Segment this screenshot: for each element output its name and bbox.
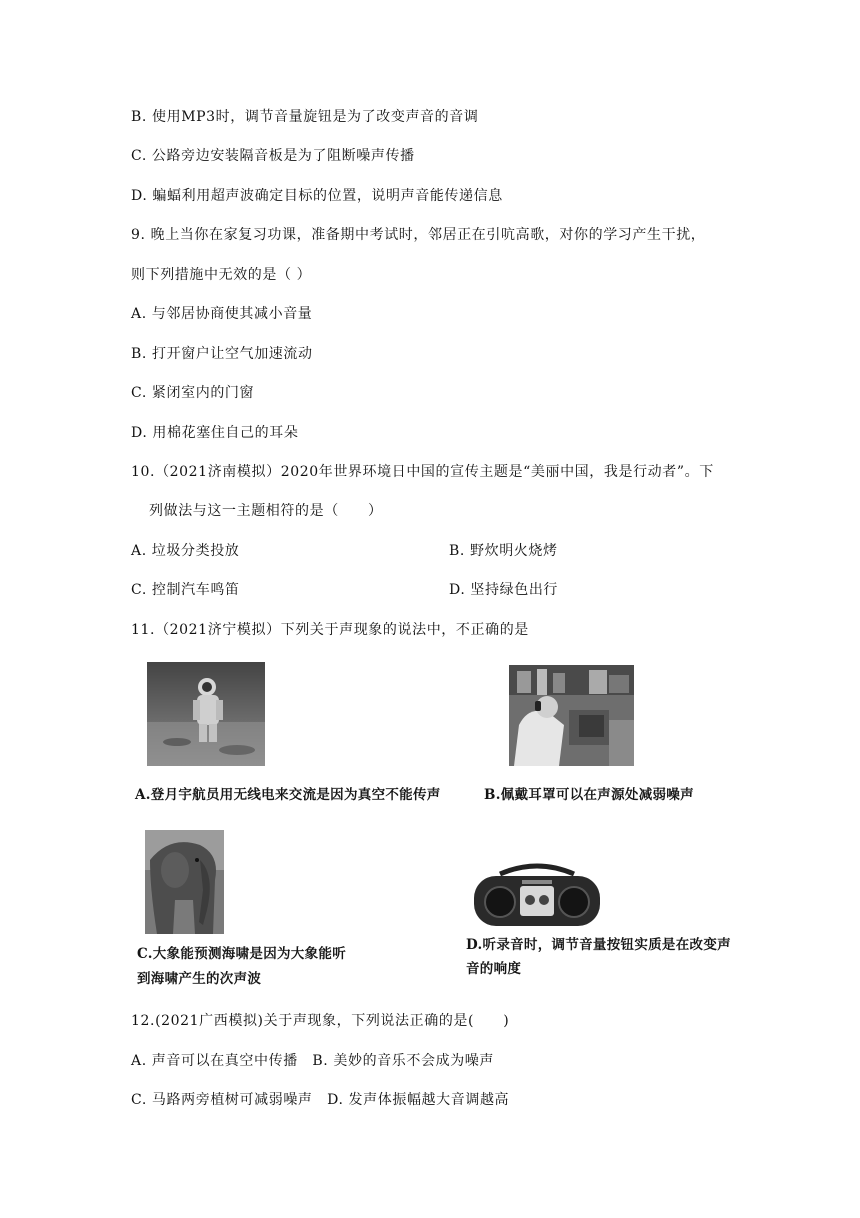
q11-caption-c-line1: C.大象能预测海啸是因为大象能听 [137, 946, 347, 962]
q11-caption-c-line2: 到海啸产生的次声波 [137, 971, 262, 987]
q8-option-b: B. 使用MP3时，调节音量旋钮是为了改变声音的音调 [131, 109, 479, 125]
q11-caption-b: B.佩戴耳罩可以在声源处减弱噪声 [484, 787, 694, 803]
q9-option-c: C. 紧闭室内的门窗 [131, 385, 255, 401]
q10-option-d: D. 坚持绿色出行 [449, 582, 559, 598]
q8-option-c: C. 公路旁边安装隔音板是为了阻断噪声传播 [131, 148, 415, 164]
earmuff-worker-photo [509, 665, 634, 766]
q11-caption-a: A.登月宇航员用无线电来交流是因为真空不能传声 [135, 787, 441, 803]
q12-options-ab: A. 声音可以在真空中传播 B. 美妙的音乐不会成为噪声 [131, 1053, 494, 1069]
q10-stem-line1: 10.（2021济南模拟）2020年世界环境日中国的宣传主题是“美丽中国，我是行动者”。下 [131, 464, 714, 480]
q12-stem: 12.(2021广西模拟)关于声现象，下列说法正确的是( ) [131, 1013, 510, 1029]
q11-caption-d-line1: D.听录音时，调节音量按钮实质是在改变声 [466, 937, 731, 953]
q9-option-b: B. 打开窗户让空气加速流动 [131, 346, 313, 362]
q11-stem: 11.（2021济宁模拟）下列关于声现象的说法中，不正确的是 [131, 622, 529, 638]
boombox-radio-photo [470, 858, 604, 930]
q12-options-cd: C. 马路两旁植树可减弱噪声 D. 发声体振幅越大音调越高 [131, 1092, 510, 1108]
elephant-photo [145, 830, 224, 934]
q9-stem-line1: 9. 晚上当你在家复习功课，准备期中考试时，邻居正在引吭高歌，对你的学习产生干扰， [131, 227, 706, 243]
q9-option-d: D. 用棉花塞住自己的耳朵 [131, 425, 299, 441]
q10-option-c: C. 控制汽车鸣笛 [131, 582, 240, 598]
q9-option-a: A. 与邻居协商使其减小音量 [131, 306, 313, 322]
q8-option-d: D. 蝙蝠利用超声波确定目标的位置，说明声音能传递信息 [131, 188, 503, 204]
q11-caption-d-line2: 音的响度 [466, 961, 522, 977]
astronaut-moon-photo [147, 662, 265, 766]
q10-stem-line2: 列做法与这一主题相符的是（ ） [149, 503, 383, 519]
q9-stem-line2: 则下列措施中无效的是（ ） [131, 267, 312, 283]
q10-option-b: B. 野炊明火烧烤 [449, 543, 558, 559]
q10-option-a: A. 垃圾分类投放 [131, 543, 240, 559]
